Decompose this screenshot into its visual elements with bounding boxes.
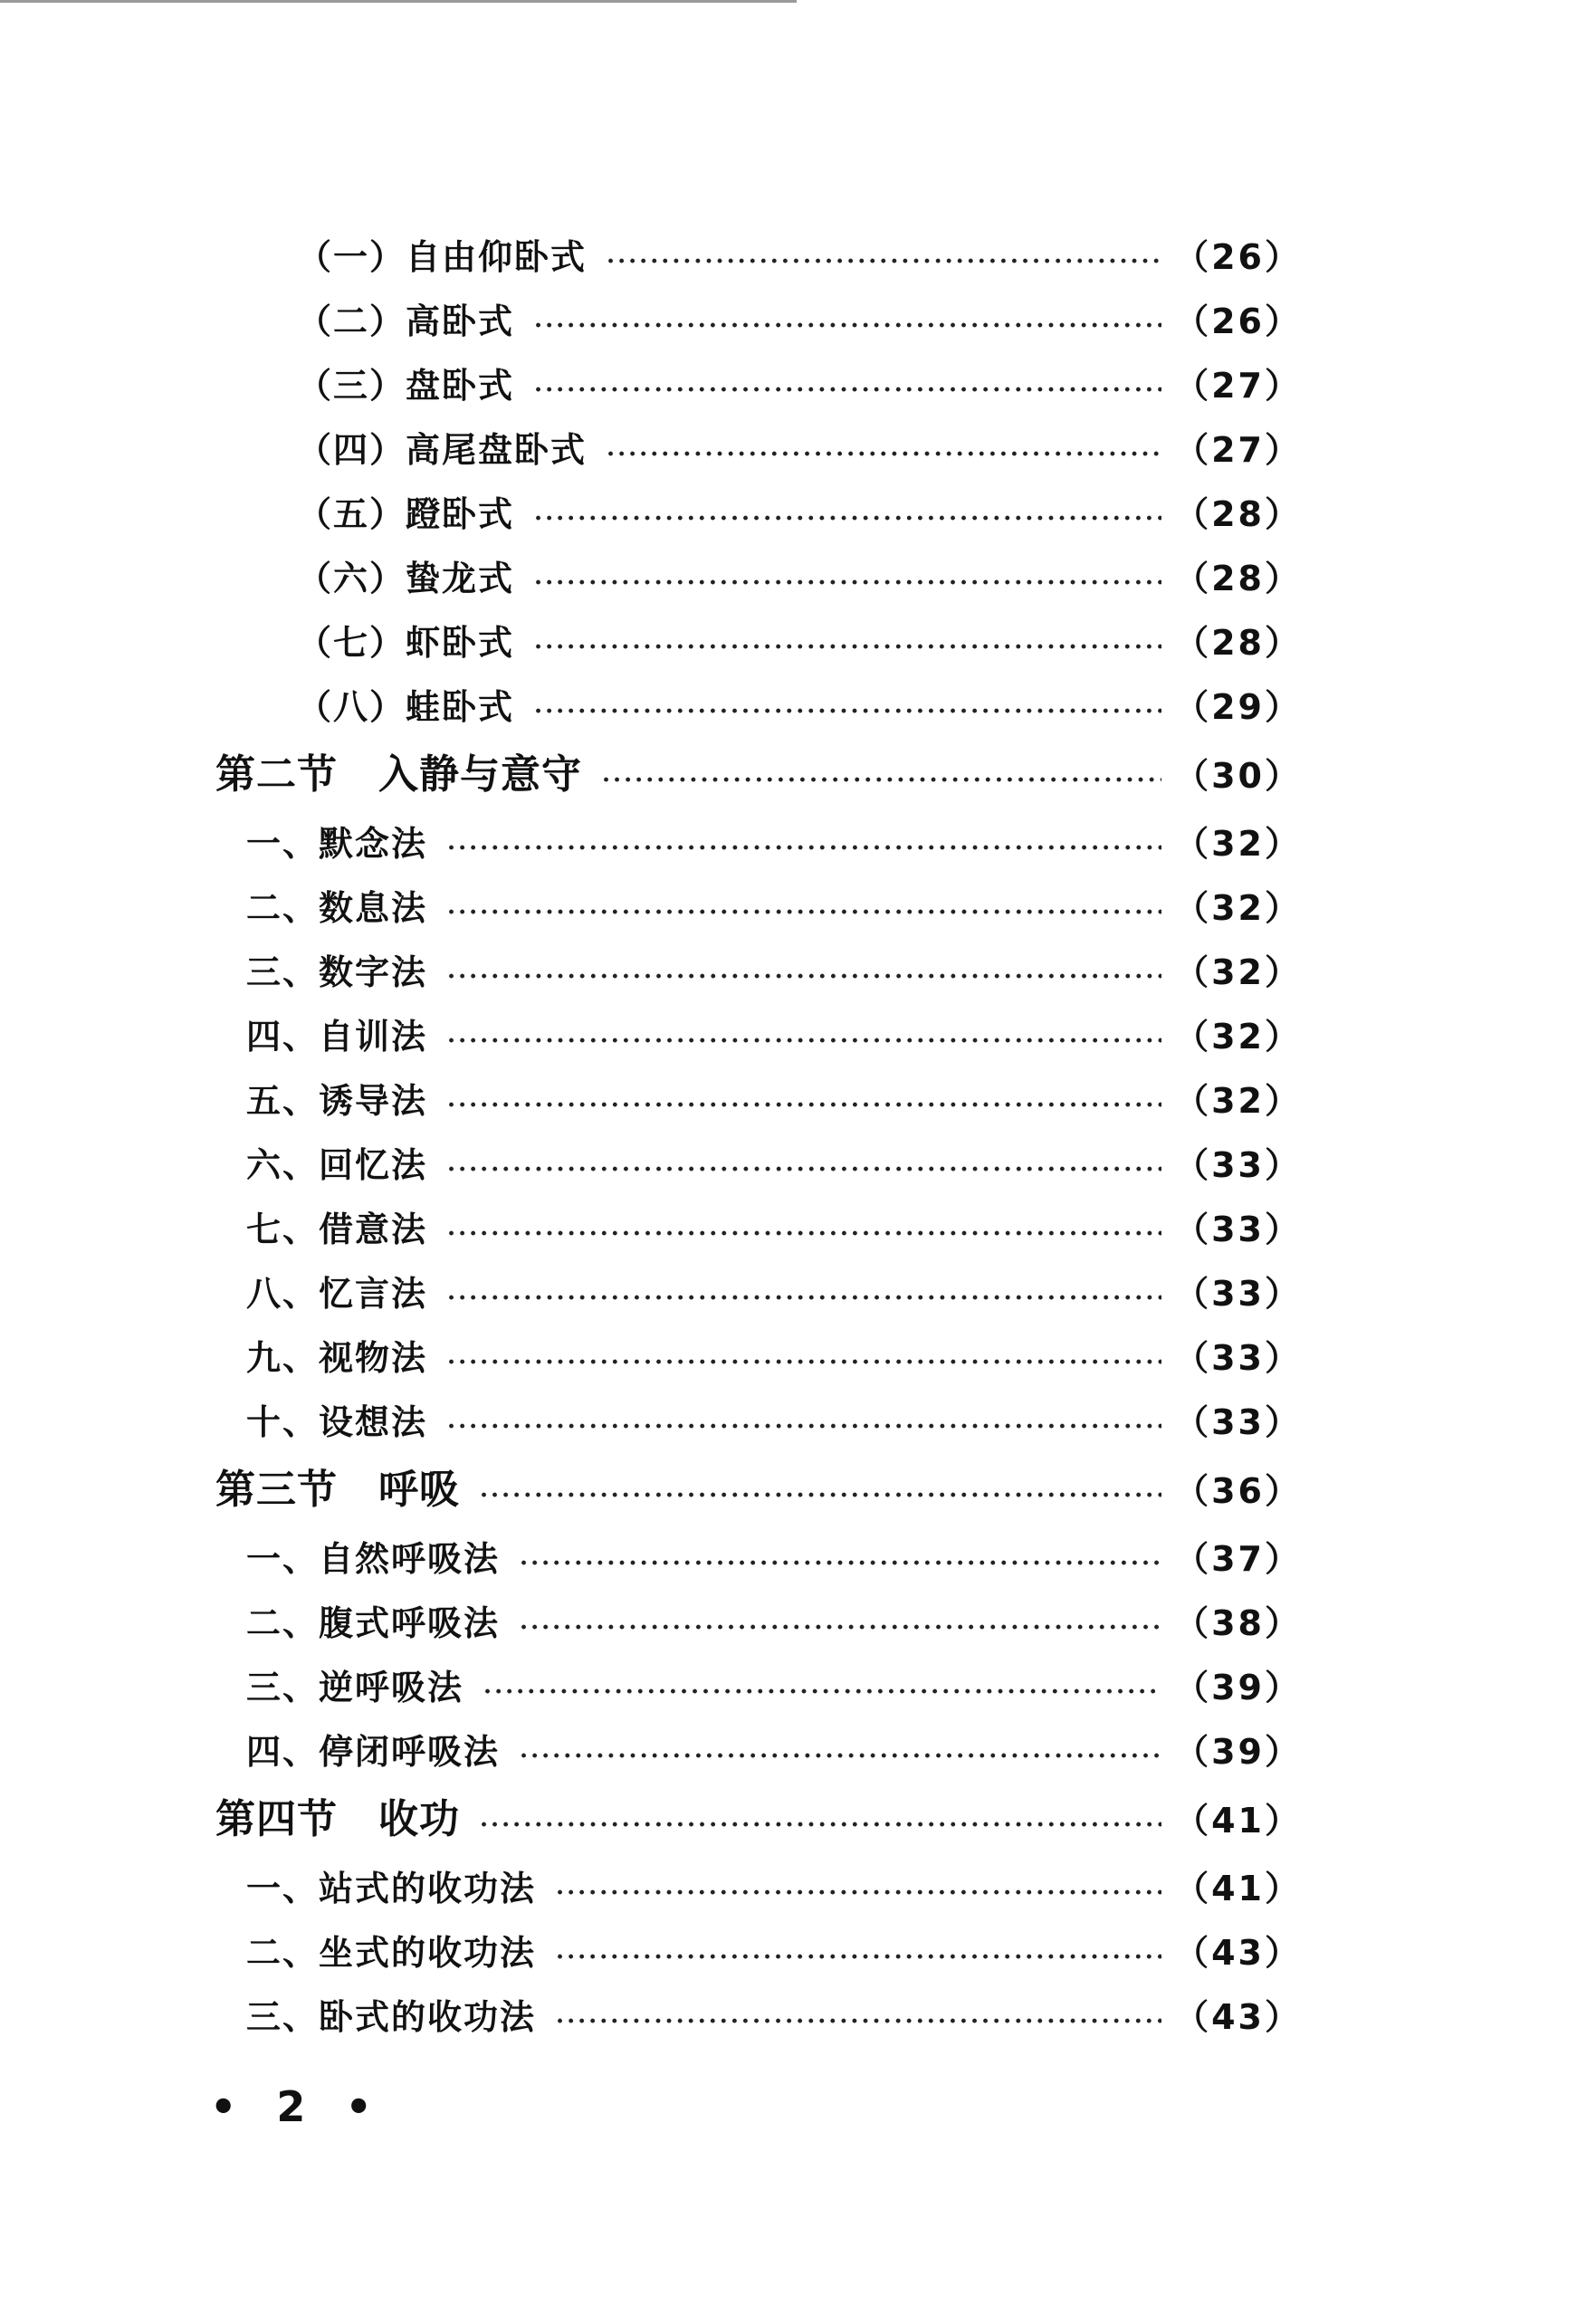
toc-entry <box>246 1532 1302 1586</box>
toc-entry-page: （28） <box>1174 623 1302 663</box>
toc-entry-page: （43） <box>1174 1997 1302 2037</box>
dot-leader <box>556 1930 1161 1984</box>
toc-entry-title: 四、自训法 <box>246 1016 428 1057</box>
dot-leader <box>534 620 1161 674</box>
toc-entry <box>246 1074 1302 1128</box>
dot-leader <box>607 234 1161 289</box>
dot-leader <box>534 492 1161 546</box>
toc-entry-page: （32） <box>1174 1017 1302 1057</box>
toc-entry-title: （三）盘卧式 <box>297 365 515 406</box>
toc-entry-page: （27） <box>1174 366 1302 406</box>
toc-entry-page: （26） <box>1174 301 1302 341</box>
toc-entry-title: 九、视物法 <box>246 1337 428 1378</box>
top-rule <box>0 0 797 3</box>
toc-entry <box>246 1660 1302 1715</box>
toc-entry-title: （四）高尾盘卧式 <box>297 429 588 470</box>
toc-entry <box>246 1395 1302 1449</box>
toc-entry-page: （30） <box>1174 756 1302 796</box>
toc-entry <box>246 1202 1302 1257</box>
toc-entry <box>246 1861 1302 1916</box>
toc-entry-title: （六）蛰龙式 <box>297 558 515 598</box>
toc-entry-page: （29） <box>1174 687 1302 727</box>
toc-entry <box>246 881 1302 935</box>
toc-entry <box>246 1138 1302 1192</box>
toc-entry <box>297 680 1302 734</box>
dot-leader <box>520 1536 1161 1591</box>
dot-leader <box>607 427 1161 482</box>
toc-entry-title: 二、腹式呼吸法 <box>246 1602 501 1643</box>
toc-entry-title: 三、卧式的收功法 <box>246 1996 537 2037</box>
toc-entry-title: 五、诱导法 <box>246 1080 428 1121</box>
toc-entry <box>297 359 1302 413</box>
toc-entry-page: （32） <box>1174 952 1302 992</box>
toc-entry-title: 第二节 入静与意守 <box>215 751 582 798</box>
dot-leader <box>520 1601 1161 1655</box>
toc-entry <box>297 487 1302 541</box>
toc-entry-title: 三、逆呼吸法 <box>246 1667 464 1707</box>
toc-entry-page: （33） <box>1174 1338 1302 1378</box>
dot-leader <box>447 1207 1161 1261</box>
toc-entry-page: （26） <box>1174 237 1302 277</box>
toc-entry-page: （39） <box>1174 1668 1302 1707</box>
toc-entry-page: （28） <box>1174 494 1302 534</box>
toc-entry-page: （41） <box>1174 1869 1302 1908</box>
toc-entry-page: （32） <box>1174 888 1302 928</box>
toc-entry-title: （二）高卧式 <box>297 301 515 341</box>
toc-entry-title: 六、回忆法 <box>246 1144 428 1185</box>
dot-leader <box>447 1143 1161 1197</box>
toc-entry-page: （43） <box>1174 1933 1302 1973</box>
toc-entry-title: 一、自然呼吸法 <box>246 1538 501 1579</box>
toc-entry-page: （33） <box>1174 1402 1302 1442</box>
toc-entry <box>297 551 1302 606</box>
toc-entry <box>246 945 1302 999</box>
toc-entry <box>246 1596 1302 1650</box>
toc-entry <box>297 616 1302 670</box>
dot-leader <box>520 1729 1161 1784</box>
toc-entry-title: 第四节 收功 <box>215 1796 460 1842</box>
dot-leader <box>447 1400 1161 1454</box>
toc-entry <box>246 817 1302 871</box>
toc-entry-page: （38） <box>1174 1603 1302 1643</box>
dot-leader <box>556 1994 1161 2049</box>
toc-entry-title: （五）蹬卧式 <box>297 493 515 534</box>
dot-leader <box>556 1866 1161 1920</box>
toc-entry-title: 三、数字法 <box>246 952 428 992</box>
toc-section-heading <box>215 1463 1302 1517</box>
page-number: • 2 • <box>210 2082 385 2131</box>
toc-entry-page: （39） <box>1174 1732 1302 1772</box>
toc-entry <box>246 1331 1302 1385</box>
toc-entry <box>246 1990 1302 2044</box>
toc-section-heading <box>215 748 1302 802</box>
dot-leader <box>447 1078 1161 1133</box>
toc-entry-title: 七、借意法 <box>246 1209 428 1249</box>
dot-leader <box>480 1798 1161 1852</box>
toc-entry-title: 八、忆言法 <box>246 1273 428 1314</box>
toc-entry-title: 二、坐式的收功法 <box>246 1932 537 1973</box>
dot-leader <box>480 1468 1161 1523</box>
toc-entry-title: （一）自由仰卧式 <box>297 236 588 277</box>
toc-entry-page: （28） <box>1174 559 1302 598</box>
toc-entry-title: 四、停闭呼吸法 <box>246 1731 501 1772</box>
dot-leader <box>447 950 1161 1004</box>
toc-entry-page: （32） <box>1174 824 1302 864</box>
toc-entry-title: 二、数息法 <box>246 887 428 928</box>
toc-entry-page: （27） <box>1174 430 1302 470</box>
dot-leader <box>602 753 1161 808</box>
toc-entry-title: 第三节 呼吸 <box>215 1467 460 1513</box>
toc-entry-title: 十、设想法 <box>246 1401 428 1442</box>
toc-section-heading <box>215 1793 1302 1847</box>
toc-entry-title: 一、站式的收功法 <box>246 1868 537 1908</box>
dot-leader <box>534 363 1161 417</box>
toc-entry <box>297 294 1302 349</box>
toc-entry-page: （32） <box>1174 1081 1302 1121</box>
toc-entry-title: （八）蛙卧式 <box>297 686 515 727</box>
toc-entry-page: （33） <box>1174 1274 1302 1314</box>
dot-leader <box>447 1014 1161 1068</box>
dot-leader <box>447 821 1161 875</box>
dot-leader <box>534 684 1161 739</box>
toc-entry-page: （41） <box>1174 1801 1302 1841</box>
toc-entry <box>246 1009 1302 1064</box>
toc-entry <box>297 423 1302 477</box>
dot-leader <box>483 1665 1161 1719</box>
toc-entry-page: （37） <box>1174 1539 1302 1579</box>
toc-entry-page: （33） <box>1174 1210 1302 1249</box>
dot-leader <box>534 556 1161 610</box>
toc-entry-page: （33） <box>1174 1145 1302 1185</box>
toc-entry-title: （七）虾卧式 <box>297 622 515 663</box>
toc-entry-page: （36） <box>1174 1471 1302 1511</box>
dot-leader <box>534 299 1161 353</box>
toc-entry <box>246 1267 1302 1321</box>
dot-leader <box>447 885 1161 940</box>
dot-leader <box>447 1335 1161 1390</box>
toc-entry-title: 一、默念法 <box>246 823 428 864</box>
dot-leader <box>447 1271 1161 1325</box>
toc-entry <box>297 230 1302 284</box>
toc-entry <box>246 1725 1302 1779</box>
toc-entry <box>246 1926 1302 1980</box>
